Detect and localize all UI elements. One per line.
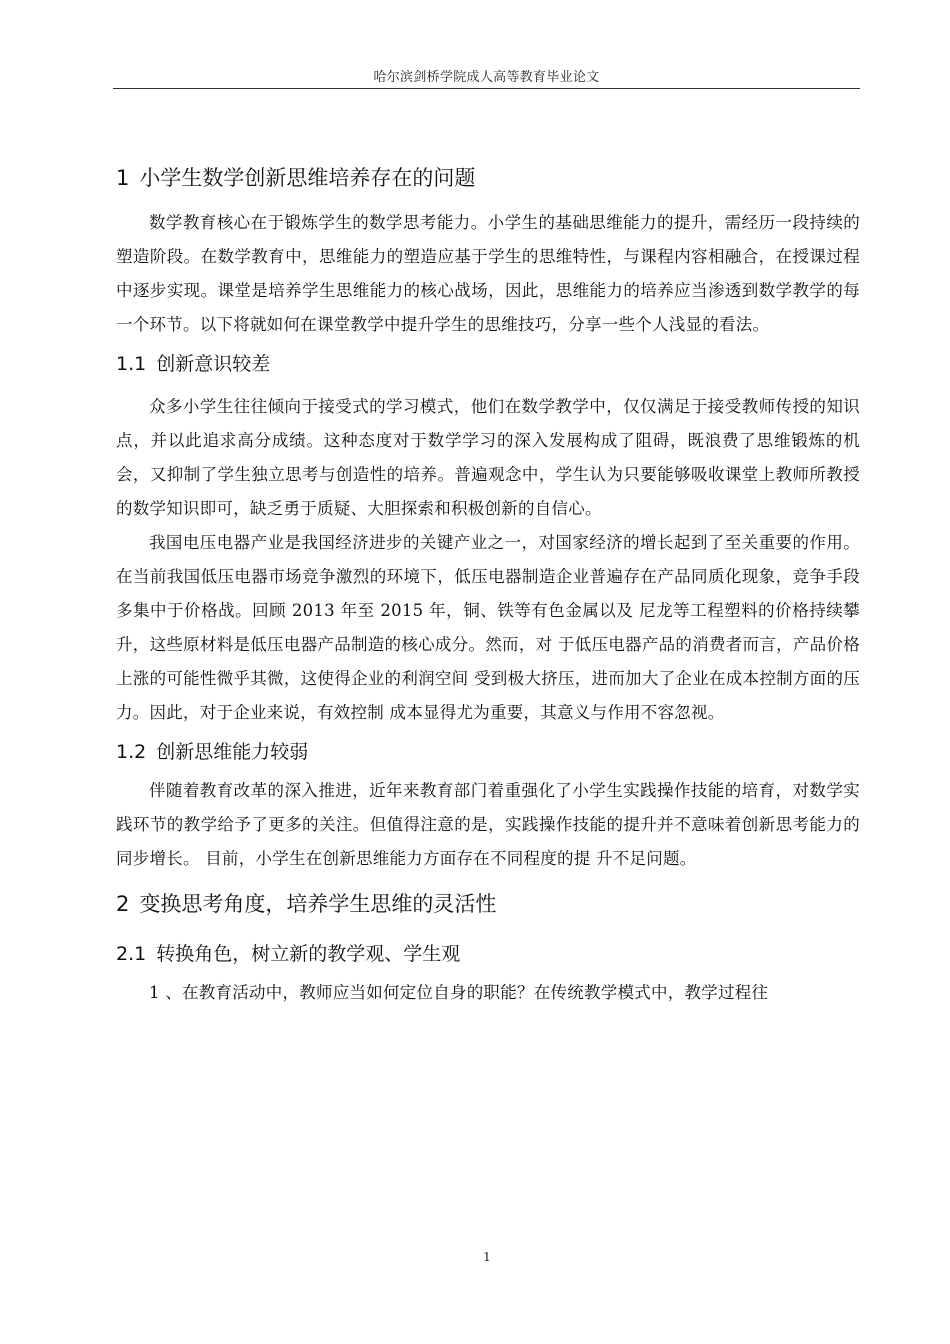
section-1-1-paragraph-2: 我国电压电器产业是我国经济进步的关键产业之一，对国家经济的增长起到了至关重要的作用。在当前我国低压电器市场竞争激烈的环境下，低压电器制造企业普遍存在产品同质化现象，竞争手段多集中于价格战。回顾 2013 年至 2015 年，铜、铁等有色金属以及 尼龙等工程塑料的价格持续攀升，这些原材料是低压电器产品制造的核心成分。然而，对 于低压电器产品的消费者而言，产品价格上涨的可能性微乎其微，这使得企业的利润空间 受到极大挤压，进而加大了企业在成本控制方面的压力。因此，对于企业来说，有效控制 成本显得尤为重要，其意义与作用不容忽视。 [116, 533, 860, 722]
section-title: 创新思维能力较弱 [156, 741, 309, 763]
section-2-1-paragraph-1: 1 、在教育活动中，教师应当如何定位自身的职能？在传统教学模式中，教学过程往 [149, 983, 769, 1002]
header-rule [113, 88, 860, 89]
section-2-1-heading [116, 932, 860, 976]
section-title: 转换角色，树立新的教学观、学生观 [156, 943, 461, 965]
section-number: 1 [116, 166, 130, 190]
section-1-intro-paragraph: 数学教育核心在于锻炼学生的数学思考能力。小学生的基础思维能力的提升，需经历一段持续的塑造阶段。在数学教育中，思维能力的塑造应基于学生的思维特性，与课程内容相融合，在授课过程中逐步实现。课堂是培养学生思维能力的核心战场，因此，思维能力的培养应当渗透到数学教学的每一个环节。以下将就如何在课堂教学中提升学生的思维技巧，分享一些个人浅显的看法。 [116, 213, 860, 334]
section-number: 1.1 [116, 353, 147, 375]
section-1-heading [116, 150, 860, 206]
page-number: 1 [483, 1250, 491, 1264]
section-1-1-heading [116, 342, 860, 386]
section-number: 2 [116, 892, 130, 916]
section-1-2-paragraph-1: 伴随着教育改革的深入推进，近年来教育部门着重强化了小学生实践操作技能的培育，对数学实践环节的教学给予了更多的关注。但值得注意的是，实践操作技能的提升并不意味着创新思考能力的同步增长。 目前，小学生在创新思维能力方面存在不同程度的提 升不足问题。 [116, 781, 860, 868]
section-title: 变换思考角度，培养学生思维的灵活性 [139, 892, 497, 916]
section-1-1-paragraph-1: 众多小学生往往倾向于接受式的学习模式，他们在数学教学中，仅仅满足于接受教师传授的知识点，并以此追求高分成绩。这种态度对于数学学习的深入发展构成了阻碍，既浪费了思维锻炼的机会，又抑制了学生独立思考与创造性的培养。普遍观念中，学生认为只要能够吸收课堂上教师所教授的数学知识即可，缺乏勇于质疑、大胆探索和积极创新的自信心。 [116, 397, 860, 518]
section-title: 创新意识较差 [156, 353, 271, 375]
document-body [116, 150, 860, 1010]
running-header: 哈尔滨剑桥学院成人高等教育毕业论文 [373, 70, 600, 85]
section-number: 1.2 [116, 741, 147, 763]
section-2-heading [116, 876, 860, 932]
section-number: 2.1 [116, 943, 147, 965]
section-title: 小学生数学创新思维培养存在的问题 [139, 166, 476, 190]
section-1-2-heading [116, 730, 860, 774]
